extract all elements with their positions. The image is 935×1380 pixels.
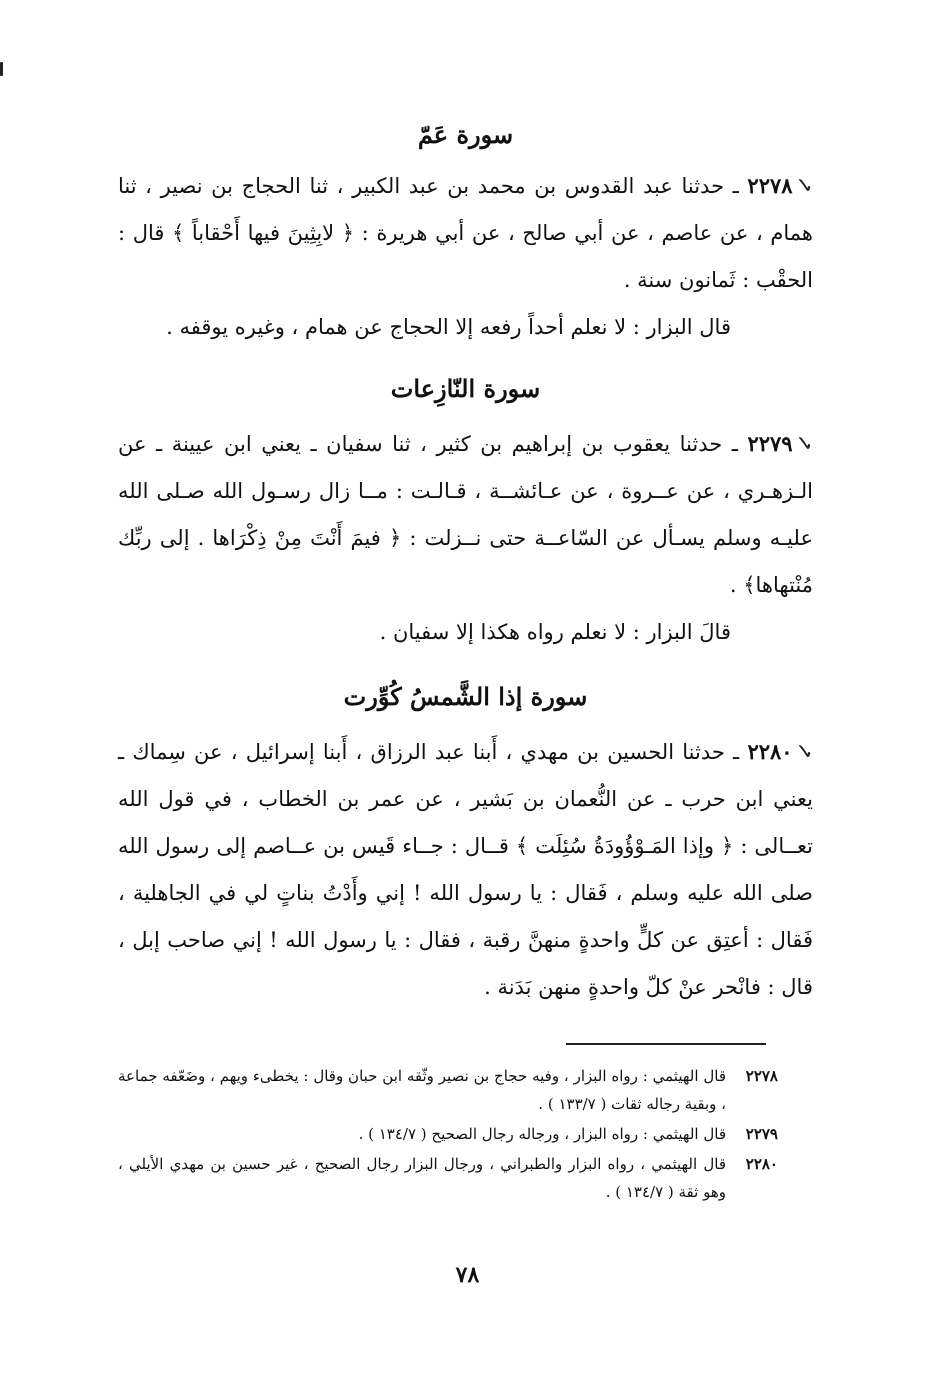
- entry-number: ٢٢٨٠: [747, 739, 793, 764]
- entry-number: ٢٢٧٩: [747, 431, 793, 456]
- footnote-number: ٢٢٧٨: [745, 1067, 778, 1085]
- entry-number: ٢٢٧٨: [747, 173, 793, 198]
- entry-text: ـ حدثنا عبد القدوس بن محمد بن عبد الكبير ، ثنا الحجاج بن نصير ، ثنا همام ، عن عاصم ، عن أبي صالح ، عن أبي هريرة : ﴿ لابِثِينَ فيها أَحْقاباً ﴾ قال : الحقْب : ثَمانون سنة .: [118, 174, 813, 292]
- entry-text: ـ حدثنا يعقوب بن إبراهيم بن كثير ، ثنا سفيان ـ يعني ابن عيينة ـ عن الـزهـري ، عن عــروة ، عن عـائشــة ، قـالـت : مــا زال رسـول الله صـلى الله عليـه وسلم يسـأل عن السّاعــة حتى نــزلت : ﴿ فيمَ أَنْتَ مِنْ ذِكْرَاها . إلى ربِّك مُنْتهاها﴾ .: [118, 432, 813, 597]
- entry-2279: [118, 420, 813, 656]
- footnote-item: [118, 1062, 778, 1118]
- footnote-separator: [566, 1043, 766, 1045]
- section-title-2: سورة النّازِعات: [390, 374, 541, 403]
- section-title-1: سورة عَمّ: [417, 120, 514, 149]
- page-edge-mark: [0, 62, 3, 76]
- page-number: ٧٨: [455, 1262, 480, 1288]
- footnote-text: قال الهيثمي : رواه البزار ، وفيه حجاج بن نصير وثّقه ابن حبان وقال : يخطىء ويهم ، وضَعّفه جماعة ، وبقية رجاله ثقات ( ١٣٣/٧ ) .: [118, 1067, 726, 1113]
- entry-remark: قالَ البزار : لا نعلم رواه هكذا إلا سفيان .: [379, 620, 731, 644]
- entry-remark: قال البزار : لا نعلم أحداً رفعه إلا الحجاج عن همام ، وغيره يوقفه .: [166, 315, 731, 339]
- footnote-item: [118, 1150, 778, 1206]
- footnote-item: [118, 1120, 778, 1148]
- footnote-number: ٢٢٧٩: [745, 1125, 778, 1143]
- footnote-text: قال الهيثمي ، رواه البزار والطبراني ، ورجال البزار رجال الصحيح ، غير حسين بن مهدي الأيلي ، وهو ثقة ( ١٣٤/٧ ) .: [118, 1155, 726, 1201]
- entry-text: ـ حدثنا الحسين بن مهدي ، أَبنا عبد الرزاق ، أَبنا إسرائيل ، عن سِماك ـ يعني ابن حرب ـ عن النُّعمان بن بَشير ، عن عمر بن الخطاب ، في قول الله تعــالى : ﴿ وإذا المَـوْؤُودَةُ سُئِلَت ﴾ قــال : جــاء قَيس بن عــاصم إلى رسول الله صلى الله عليه وسلم ، فَقال : يا رسول الله ! إني وأَدْتُ بناتٍ لي في الجاهلية ، فَقال : أعتِق عن كلٍّ واحدةٍ منهنَّ رقبة ، فقال : يا رسول الله ! إني صاحب إبل ، قال : فانْحر عنْ كلّ واحدةٍ منهن بَدَنة .: [118, 740, 813, 999]
- entry-2278: [118, 162, 813, 351]
- footnote-text: قال الهيثمي : رواه البزار ، ورجاله رجال الصحيح ( ١٣٤/٧ ) .: [358, 1125, 726, 1143]
- footnote-number: ٢٢٨٠: [745, 1155, 778, 1173]
- entry-2280: [118, 728, 813, 1011]
- check-icon: ✓: [794, 432, 813, 457]
- section-title-3: سورة إذا الشَّمسُ كُوِّرت: [343, 682, 588, 711]
- check-icon: ✓: [794, 740, 813, 765]
- footnotes: [118, 1062, 778, 1208]
- check-icon: ✓: [794, 174, 813, 199]
